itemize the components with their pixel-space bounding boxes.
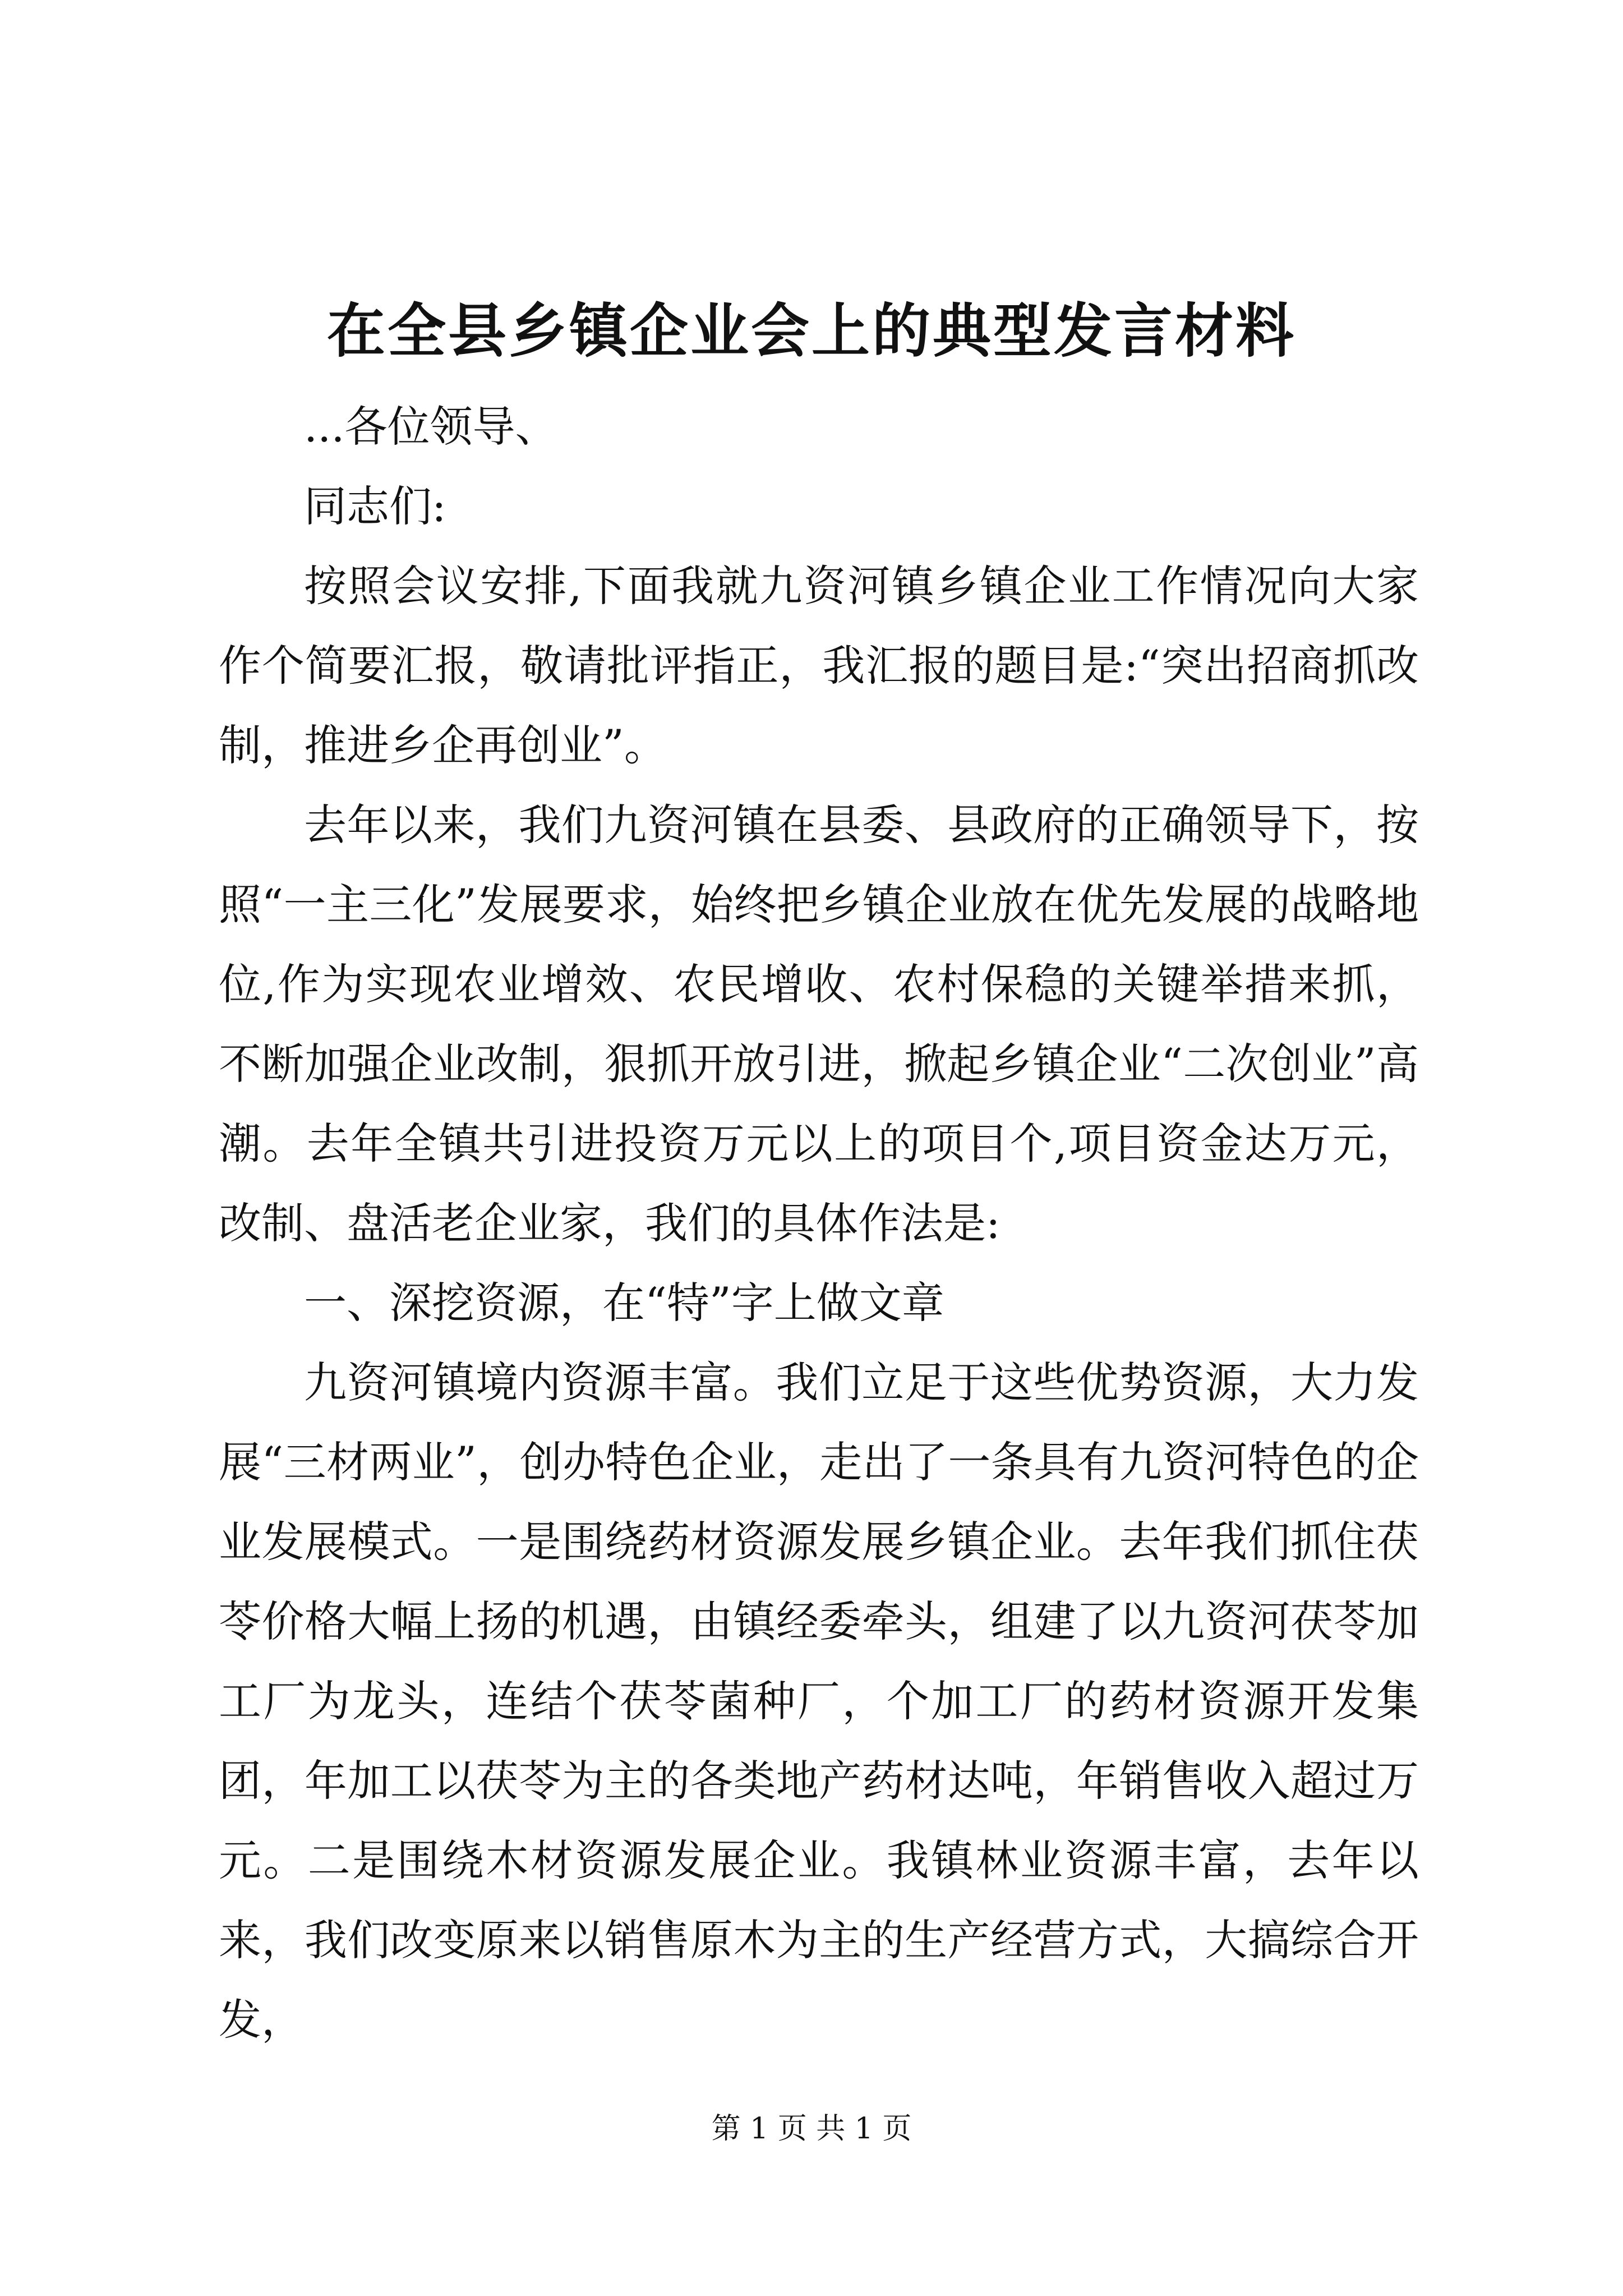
section-heading-1: 一、深挖资源，在“特”字上做文章 [304,1278,944,1328]
document-body [219,387,1419,2060]
paragraph-section-1: 九资河镇境内资源丰富。我们立足于这些优势资源，大力发展“三材两业”，创办特色企业，走出了一条具有九资河特色的企业发展模式。一是围绕药材资源发展乡镇企业。去年我们抓住茯苓价格大幅上扬的机遇，由镇经委牵头，组建了以九资河茯苓加工厂为龙头，连结个茯苓菌种厂，个加工厂的药材资源开发集团，年加工以茯苓为主的各类地产药材达吨，年销售收入超过万元。二是围绕木材资源发展企业。我镇林业资源丰富，去年以来，我们改变原来以销售原木为主的生产经营方式，大搞综合开发， [219,1358,1419,2045]
paragraph-greeting: 同志们: [304,481,446,531]
document-title: 在全县乡镇企业会上的典型发言材料 [326,296,1296,365]
paragraph-intro: 按照会议安排,下面我就九资河镇乡镇企业工作情况向大家作个简要汇报，敬请批评指正，我汇报的题目是:“突出招商抓改制，推进乡企再创业”。 [219,561,1419,770]
paragraph-salutation: ...各位领导、 [304,402,558,452]
paragraph-overview: 去年以来，我们九资河镇在县委、县政府的正确领导下，按照“一主三化”发展要求，始终把乡镇企业放在优先发展的战略地位,作为实现农业增效、农民增收、农村保稳的关键举措来抓，不断加强企业改制，狠抓开放引进，掀起乡镇企业“二次创业”高潮。去年全镇共引进投资万元以上的项目个,项目资金达万元，改制、盘活老企业家，我们的具体作法是: [219,800,1419,1248]
page-footer: 第 1 页 共 1 页 [711,2112,912,2146]
